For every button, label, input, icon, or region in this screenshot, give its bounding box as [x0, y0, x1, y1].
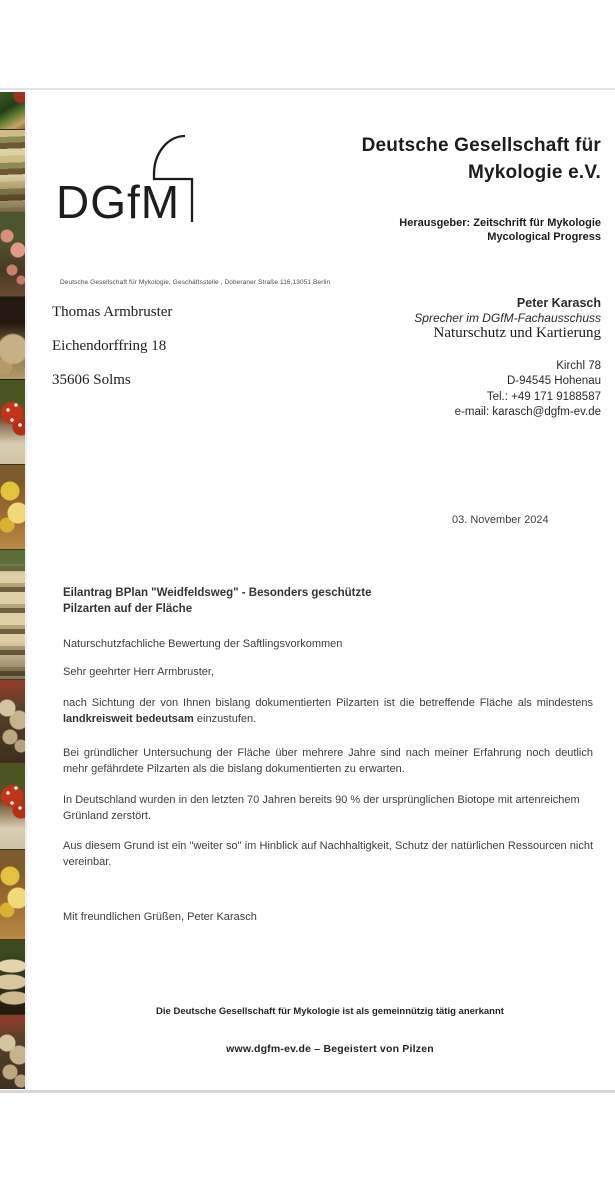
contact-details — [414, 359, 601, 420]
publisher-line1: Herausgeber: Zeitschrift für Mykologie — [399, 217, 601, 229]
recipient-address — [52, 295, 172, 397]
mushroom-photo-bracket-fans — [0, 940, 25, 1015]
contact-dept: Naturschutz und Kartierung — [433, 325, 601, 341]
subject-line1: Eilantrag BPlan "Weidfeldsweg" - Besonders geschützte — [63, 587, 372, 599]
mushroom-photo-turkey-tail — [0, 130, 25, 212]
mushroom-photo-foliage — [0, 92, 25, 130]
footer-website-slogan: www.dgfm-ev.de – Begeistert von Pilzen — [226, 1043, 434, 1055]
paragraph-4: Aus diesem Grund ist ein "weiter so" im Hinblick auf Nachhaltigkeit, Schutz der natürlichen Ressourcen nicht vereinbar. — [63, 840, 593, 868]
intro-line: Naturschutzfachliche Bewertung der Saftlingsvorkommen — [63, 638, 343, 650]
paragraph-1-tail: einzustufen. — [193, 712, 257, 725]
footer-nonprofit-note: Die Deutsche Gesellschaft für Mykologie ist als gemeinnützig tätig anerkannt — [156, 1006, 504, 1017]
mushroom-photo-waxcap — [0, 465, 25, 550]
paragraph-3: In Deutschland wurden in den letzten 70 Jahren bereits 90 % der ursprünglichen Biotope mit artenreichem Grünland zerstört. — [63, 794, 580, 822]
contact-name: Peter Karasch — [516, 296, 601, 310]
mushroom-photo-fly-agaric-2 — [0, 763, 25, 850]
paragraph-1 — [63, 696, 593, 727]
mushroom-photo-brackets — [0, 550, 25, 680]
logo-letters: DGfM — [56, 176, 181, 226]
publisher-note — [399, 217, 601, 244]
mushroom-photo-spiny — [0, 297, 25, 380]
contact-street: Kirchl 78 — [556, 360, 601, 372]
letter-date: 03. November 2024 — [452, 514, 549, 526]
sender-return-address: Deutsche Gesellschaft für Mykologie, Geschäftsstelle , Doberaner Straße 116,13051 Berlin — [60, 279, 331, 286]
paragraph-1-bold: landkreisweit bedeutsam — [63, 712, 194, 725]
recipient-city: 35606 Solms — [52, 372, 131, 388]
contact-phone: Tel.: +49 171 9188587 — [486, 390, 601, 403]
org-title-line2: Mykologie e.V. — [467, 162, 601, 183]
dgfm-logo — [52, 126, 202, 231]
paragraph-2: Bei gründlicher Untersuchung der Fläche über mehrere Jahre sind nach meiner Erfahrung noch deutlich mehr gefährdete Pilzarten als die bislang dokumentierten zu erwarten. — [63, 747, 593, 775]
mushroom-photo-pink-mycena — [0, 212, 25, 297]
contact-city: D-94545 Hohenau — [507, 375, 601, 388]
closing-line: Mit freundlichen Grüßen, Peter Karasch — [63, 911, 257, 923]
contact-email: e-mail: karasch@dgfm-ev.de — [454, 405, 601, 418]
contact-role: Sprecher im DGfM-Fachausschuss — [414, 311, 601, 325]
contact-block — [414, 296, 601, 420]
mushroom-photo-puffballs — [0, 680, 25, 763]
mushroom-photo-waxcap-2 — [0, 850, 25, 940]
paragraph-1-text: nach Sichtung der von Ihnen bislang dokumentierten Pilzarten ist die betreffende Fläche als mindestens — [63, 697, 593, 709]
publisher-line2: Mycological Progress — [487, 230, 601, 243]
dgfm-logo-icon — [52, 126, 202, 226]
subject-line — [63, 585, 593, 617]
subject-line2: Pilzarten auf der Fläche — [63, 603, 193, 615]
salutation-line: Sehr geehrter Herr Armbruster, — [63, 666, 215, 678]
letter-page — [0, 88, 615, 1093]
org-title-line1: Deutsche Gesellschaft für — [361, 135, 601, 156]
org-title — [362, 132, 601, 186]
mushroom-photo-fly-agaric — [0, 380, 25, 465]
mushroom-photo-strip — [0, 92, 25, 1089]
recipient-name: Thomas Armbruster — [52, 304, 173, 320]
recipient-street: Eichendorffring 18 — [52, 338, 167, 354]
